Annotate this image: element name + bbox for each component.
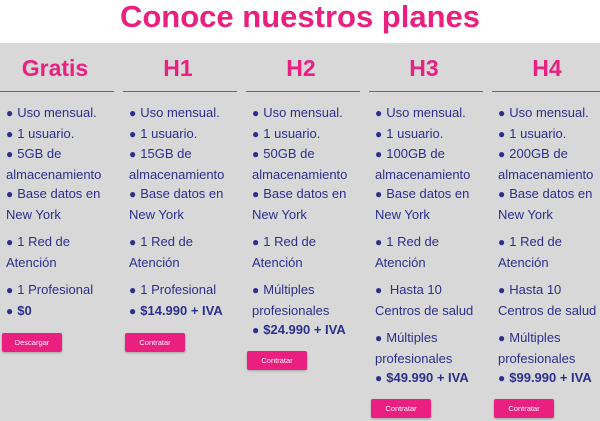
plan-feature bbox=[129, 232, 247, 272]
plan-price-text: $24.990 + IVA bbox=[263, 322, 346, 337]
plan-price-text: $0 bbox=[17, 302, 32, 318]
plan-feature-text: 1 usuario. bbox=[140, 125, 198, 141]
bullet-icon: ● bbox=[375, 126, 383, 141]
bullet-icon: ● bbox=[129, 147, 137, 161]
plan-divider bbox=[123, 91, 237, 92]
plan-name: H3 bbox=[409, 55, 439, 81]
plan-feature-text: Uso mensual. bbox=[17, 105, 97, 120]
bullet-icon: ● bbox=[498, 235, 506, 249]
plan-feature bbox=[252, 124, 370, 145]
plan-feature-text: Uso mensual. bbox=[263, 105, 343, 120]
plan-feature bbox=[129, 144, 247, 184]
plan-divider bbox=[0, 91, 114, 92]
plan-price bbox=[6, 301, 124, 322]
plan-feature bbox=[375, 232, 493, 272]
plan-name: H1 bbox=[163, 55, 193, 81]
bullet-icon: ● bbox=[6, 106, 14, 120]
bullet-icon: ● bbox=[6, 187, 14, 201]
plan-features bbox=[129, 103, 247, 321]
plan-feature-text: almacenamiento bbox=[252, 166, 348, 182]
plan-feature-text: almacenamiento bbox=[6, 166, 102, 182]
plan-price-text: $14.990 + IVA bbox=[140, 302, 223, 318]
plan-feature-text: 1 Profesional bbox=[17, 282, 94, 297]
plan-feature-text: almacenamiento bbox=[375, 166, 471, 182]
plan-feature bbox=[252, 144, 370, 184]
plan-feature bbox=[129, 184, 247, 224]
plan-feature-text: 1 usuario. bbox=[386, 125, 444, 141]
bullet-icon: ● bbox=[129, 283, 137, 297]
plan-feature-text: 15GB de bbox=[140, 146, 192, 161]
plan-feature-text: Base datos en bbox=[263, 186, 347, 201]
contratar-button[interactable]: Contratar bbox=[494, 399, 554, 418]
bullet-icon: ● bbox=[6, 126, 14, 141]
plan-feature bbox=[375, 144, 493, 184]
plan-feature bbox=[6, 144, 124, 184]
plan-feature bbox=[375, 280, 493, 320]
bullet-icon: ● bbox=[498, 371, 506, 385]
bullet-icon: ● bbox=[129, 303, 137, 318]
plan-feature-text: Base datos en bbox=[386, 186, 470, 201]
plan-column-gratis bbox=[0, 43, 122, 421]
plan-column-h4 bbox=[492, 43, 600, 421]
plan-feature bbox=[6, 103, 124, 124]
plan-feature bbox=[498, 232, 600, 272]
plan-feature-text: Múltiples bbox=[263, 282, 315, 297]
plan-feature-text: Atención bbox=[498, 254, 549, 270]
plan-price bbox=[129, 301, 247, 322]
plan-feature-text: almacenamiento bbox=[498, 166, 594, 182]
bullet-icon: ● bbox=[252, 126, 260, 141]
bullet-icon: ● bbox=[498, 147, 506, 161]
bullet-icon: ● bbox=[129, 235, 137, 249]
plan-feature-text: 5GB de bbox=[17, 146, 62, 161]
plan-feature-text: Centros de salud bbox=[498, 302, 597, 318]
plan-feature-text: profesionales bbox=[375, 350, 453, 366]
plan-features bbox=[252, 103, 370, 341]
plan-feature-text: 100GB de bbox=[386, 146, 445, 161]
plan-feature-text: Atención bbox=[129, 254, 180, 270]
page-title: Conoce nuestros planes bbox=[119, 0, 481, 34]
bullet-icon: ● bbox=[6, 303, 14, 318]
bullet-icon: ● bbox=[498, 331, 506, 345]
bullet-icon: ● bbox=[375, 106, 383, 120]
plan-price bbox=[498, 368, 600, 389]
bullet-icon: ● bbox=[375, 371, 383, 385]
plan-column-h2 bbox=[246, 43, 368, 421]
bullet-icon: ● bbox=[6, 235, 14, 249]
plan-feature-text: 1 Red de bbox=[140, 234, 194, 249]
plan-feature bbox=[129, 124, 247, 145]
plan-feature-text: 50GB de bbox=[263, 146, 315, 161]
plan-name: H2 bbox=[286, 55, 316, 81]
plan-feature bbox=[129, 103, 247, 124]
plan-feature bbox=[375, 124, 493, 145]
plan-price-text: $49.990 + IVA bbox=[386, 370, 469, 385]
plan-feature-text: 1 usuario. bbox=[263, 125, 321, 141]
plan-feature-text: Hasta 10 bbox=[509, 282, 562, 297]
plan-feature bbox=[375, 328, 493, 368]
bullet-icon: ● bbox=[129, 106, 137, 120]
plan-feature-text: New York bbox=[6, 206, 61, 222]
plan-name: Gratis bbox=[21, 55, 89, 81]
bullet-icon: ● bbox=[252, 323, 260, 337]
plan-feature bbox=[498, 103, 600, 124]
bullet-icon: ● bbox=[375, 235, 383, 249]
plan-price bbox=[252, 320, 370, 341]
plan-feature-text: New York bbox=[498, 206, 553, 222]
plan-feature-text: Atención bbox=[252, 254, 303, 270]
plan-feature bbox=[498, 144, 600, 184]
plan-feature-text: 1 Profesional bbox=[140, 282, 217, 297]
plan-feature-text: New York bbox=[375, 206, 430, 222]
bullet-icon: ● bbox=[6, 283, 14, 297]
bullet-icon: ● bbox=[375, 147, 383, 161]
bullet-icon: ● bbox=[375, 331, 383, 345]
plan-feature bbox=[6, 280, 124, 301]
plan-feature-text: Base datos en bbox=[509, 186, 593, 201]
plan-feature bbox=[375, 103, 493, 124]
plan-feature-text: Uso mensual. bbox=[386, 105, 466, 120]
plan-divider bbox=[369, 91, 483, 92]
plan-feature bbox=[252, 103, 370, 124]
plan-features bbox=[375, 103, 493, 389]
bullet-icon: ● bbox=[498, 283, 506, 297]
plan-features bbox=[6, 103, 124, 321]
descargar-button[interactable]: Descargar bbox=[2, 333, 62, 352]
plan-feature bbox=[6, 184, 124, 224]
plan-feature-text: Atención bbox=[6, 254, 57, 270]
bullet-icon: ● bbox=[252, 235, 260, 249]
bullet-icon: ● bbox=[498, 126, 506, 141]
contratar-button[interactable]: Contratar bbox=[247, 351, 307, 370]
contratar-button[interactable]: Contratar bbox=[125, 333, 185, 352]
bullet-icon: ● bbox=[252, 147, 260, 161]
plan-feature bbox=[498, 328, 600, 368]
plan-feature-text: New York bbox=[129, 206, 184, 222]
plan-feature-text: 1 usuario. bbox=[17, 125, 75, 141]
plan-feature-text: 1 Red de bbox=[386, 234, 440, 249]
plan-column-h3 bbox=[369, 43, 491, 421]
plan-feature-text: 1 usuario. bbox=[509, 125, 567, 141]
plan-feature bbox=[498, 184, 600, 224]
plan-feature-text: Múltiples bbox=[386, 330, 438, 345]
contratar-button[interactable]: Contratar bbox=[371, 399, 431, 418]
plan-feature-text: Múltiples bbox=[509, 330, 561, 345]
plan-feature-text: Base datos en bbox=[17, 186, 101, 201]
plan-feature-text: profesionales bbox=[252, 302, 330, 318]
plan-price bbox=[375, 368, 493, 389]
bullet-icon: ● bbox=[252, 187, 260, 201]
plan-column-h1 bbox=[123, 43, 245, 421]
plan-feature-text: profesionales bbox=[498, 350, 576, 366]
plan-feature bbox=[498, 280, 600, 320]
plan-feature-text: Uso mensual. bbox=[140, 105, 220, 120]
plan-feature-text: 1 Red de bbox=[509, 234, 563, 249]
plan-feature-text: 1 Red de bbox=[17, 234, 71, 249]
plan-feature bbox=[6, 124, 124, 145]
plan-feature-text: almacenamiento bbox=[129, 166, 225, 182]
plan-name: H4 bbox=[532, 55, 562, 81]
bullet-icon: ● bbox=[498, 187, 506, 201]
plan-feature-text: New York bbox=[252, 206, 307, 222]
plan-feature bbox=[6, 232, 124, 272]
plan-feature-text: 1 Red de bbox=[263, 234, 317, 249]
plan-feature bbox=[252, 232, 370, 272]
bullet-icon: ● bbox=[252, 283, 260, 297]
plan-feature-text: Uso mensual. bbox=[509, 105, 589, 120]
plan-divider bbox=[492, 91, 600, 92]
plan-price-text: $99.990 + IVA bbox=[509, 370, 592, 385]
plan-feature-text: 200GB de bbox=[509, 146, 568, 161]
plan-feature bbox=[252, 184, 370, 224]
plan-divider bbox=[246, 91, 360, 92]
plan-feature bbox=[498, 124, 600, 145]
bullet-icon: ● bbox=[252, 106, 260, 120]
bullet-icon: ● bbox=[375, 187, 383, 201]
plan-feature-text: Centros de salud bbox=[375, 302, 474, 318]
plan-features bbox=[498, 103, 600, 389]
plan-feature-text: Hasta 10 bbox=[386, 282, 442, 297]
plan-feature-text: Base datos en bbox=[140, 186, 224, 201]
bullet-icon: ● bbox=[375, 283, 383, 297]
bullet-icon: ● bbox=[498, 106, 506, 120]
plan-feature-text: Atención bbox=[375, 254, 426, 270]
bullet-icon: ● bbox=[129, 187, 137, 201]
bullet-icon: ● bbox=[129, 126, 137, 141]
plan-feature bbox=[129, 280, 247, 301]
plan-feature bbox=[252, 280, 370, 320]
bullet-icon: ● bbox=[6, 147, 14, 161]
plan-feature bbox=[375, 184, 493, 224]
